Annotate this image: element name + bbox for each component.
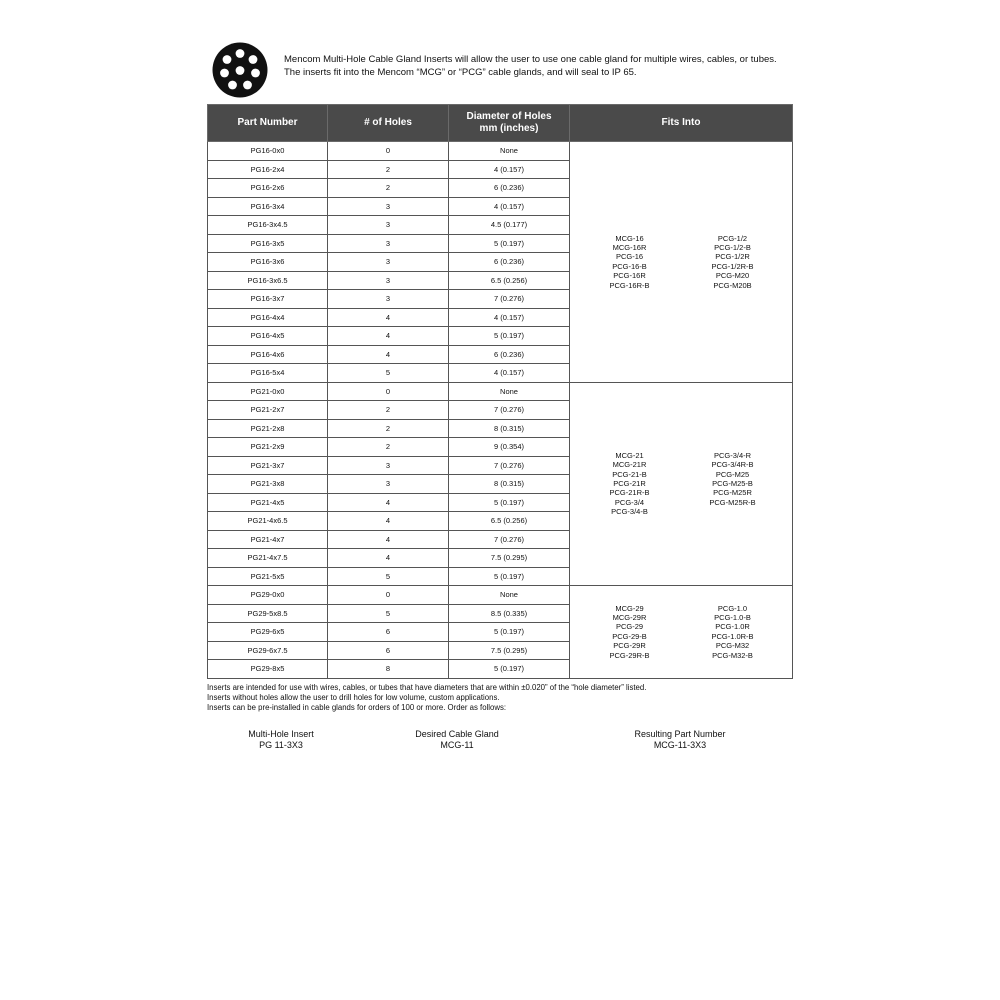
part-number-cell: PG16-3x4 [208, 197, 328, 216]
diameter-cell: 6 (0.236) [449, 253, 570, 272]
fits-item: PCG-M20B [713, 280, 752, 290]
diameter-cell: 7 (0.276) [449, 290, 570, 309]
fits-mcg-column [578, 451, 681, 517]
part-number-cell: PG21-4x7 [208, 530, 328, 549]
num-holes-cell: 4 [328, 549, 449, 568]
fits-item: PCG-M25 [715, 469, 750, 479]
num-holes-cell: 3 [328, 290, 449, 309]
fits-item: PCG-M20 [715, 271, 750, 281]
num-holes-cell: 3 [328, 234, 449, 253]
diameter-cell: 8 (0.315) [449, 419, 570, 438]
example-result [615, 729, 745, 751]
part-number-cell: PG29-6x7.5 [208, 641, 328, 660]
fits-item: PCG-29R [613, 641, 646, 651]
diameter-cell: 8 (0.315) [449, 475, 570, 494]
part-number-cell: PG16-3x5 [208, 234, 328, 253]
intro-text [284, 54, 804, 79]
diameter-cell: 7 (0.276) [449, 530, 570, 549]
num-holes-cell: 3 [328, 271, 449, 290]
part-number-cell: PG21-2x7 [208, 401, 328, 420]
diameter-cell: 7 (0.276) [449, 456, 570, 475]
fits-item: PCG-16-B [612, 261, 647, 271]
diameter-cell: 5 (0.197) [449, 327, 570, 346]
fits-item: PCG-29R-B [609, 650, 650, 660]
example-insert-label: Multi-Hole Insert [248, 729, 314, 739]
fits-mcg-column [578, 234, 681, 290]
example-insert-value: PG 11-3X3 [259, 740, 303, 750]
fits-item: PCG-16R [613, 271, 646, 281]
fits-item: MCG-21R [612, 460, 647, 470]
fits-into-cell [570, 142, 793, 383]
num-holes-cell: 4 [328, 308, 449, 327]
header-diameter-line-1: Diameter of Holes [466, 111, 552, 122]
diameter-cell: 5 (0.197) [449, 493, 570, 512]
diameter-cell: 5 (0.197) [449, 234, 570, 253]
fits-into-cell [570, 382, 793, 586]
num-holes-cell: 4 [328, 493, 449, 512]
num-holes-cell: 4 [328, 327, 449, 346]
fits-item: PCG-1/2R-B [711, 261, 754, 271]
diameter-cell: 6.5 (0.256) [449, 512, 570, 531]
num-holes-cell: 6 [328, 623, 449, 642]
num-holes-cell: 3 [328, 475, 449, 494]
part-number-cell: PG21-3x8 [208, 475, 328, 494]
part-number-cell: PG21-2x8 [208, 419, 328, 438]
diameter-cell: 5 (0.197) [449, 623, 570, 642]
example-result-value: MCG-11-3X3 [653, 740, 707, 750]
fits-item: PCG-1/2R [715, 252, 750, 262]
fits-item: MCG-21 [615, 450, 644, 460]
insert-spec-table [207, 104, 793, 679]
fits-item: PCG-1.0 [717, 603, 748, 613]
fits-pcg-column [681, 234, 784, 290]
part-number-cell: PG16-5x4 [208, 364, 328, 383]
example-insert [226, 729, 336, 751]
diameter-cell: 8.5 (0.335) [449, 604, 570, 623]
diameter-cell: 4 (0.157) [449, 308, 570, 327]
fits-item: PCG-1/2 [717, 233, 748, 243]
diameter-cell: 7.5 (0.295) [449, 641, 570, 660]
multi-hole-insert-icon [212, 42, 268, 98]
num-holes-cell: 5 [328, 604, 449, 623]
num-holes-cell: 6 [328, 641, 449, 660]
fits-item: PCG-1/2-B [714, 242, 751, 252]
fits-item: PCG-16 [615, 252, 644, 262]
num-holes-cell: 0 [328, 382, 449, 401]
diameter-cell: 7.5 (0.295) [449, 549, 570, 568]
diameter-cell: 4 (0.157) [449, 160, 570, 179]
header-diameter-line-2: mm (inches) [479, 123, 539, 134]
diameter-cell: 5 (0.197) [449, 567, 570, 586]
notes [207, 683, 646, 713]
part-number-cell: PG16-4x5 [208, 327, 328, 346]
table-header-row [208, 105, 793, 142]
fits-item: PCG-3/4-R [713, 450, 752, 460]
num-holes-cell: 8 [328, 660, 449, 679]
part-number-cell: PG16-3x6.5 [208, 271, 328, 290]
diameter-cell: 6 (0.236) [449, 345, 570, 364]
num-holes-cell: 3 [328, 456, 449, 475]
num-holes-cell: 2 [328, 438, 449, 457]
fits-item: MCG-29R [612, 612, 647, 622]
table-row [208, 586, 793, 605]
fits-item: MCG-16 [615, 233, 644, 243]
part-number-cell: PG21-2x9 [208, 438, 328, 457]
table-row [208, 142, 793, 161]
diameter-cell: 4.5 (0.177) [449, 216, 570, 235]
example-gland-label: Desired Cable Gland [415, 729, 499, 739]
num-holes-cell: 2 [328, 179, 449, 198]
part-number-cell: PG16-3x6 [208, 253, 328, 272]
diameter-cell: 4 (0.157) [449, 364, 570, 383]
fits-item: PCG-29 [615, 622, 644, 632]
fits-item: PCG-3/4-B [611, 507, 648, 517]
num-holes-cell: 3 [328, 197, 449, 216]
part-number-cell: PG16-3x7 [208, 290, 328, 309]
diameter-cell: None [449, 142, 570, 161]
num-holes-cell: 2 [328, 419, 449, 438]
fits-pcg-column [681, 451, 784, 517]
part-number-cell: PG29-8x5 [208, 660, 328, 679]
part-number-cell: PG16-3x4.5 [208, 216, 328, 235]
fits-item: PCG-M25-B [712, 479, 753, 489]
diameter-cell: 9 (0.354) [449, 438, 570, 457]
part-number-cell: PG21-4x7.5 [208, 549, 328, 568]
fits-item: PCG-21R [613, 479, 646, 489]
fits-item: MCG-16R [612, 242, 647, 252]
num-holes-cell: 4 [328, 530, 449, 549]
header-diameter [449, 105, 570, 142]
fits-item: PCG-1.0R [715, 622, 750, 632]
diameter-cell: 7 (0.276) [449, 401, 570, 420]
table-row [208, 382, 793, 401]
num-holes-cell: 3 [328, 216, 449, 235]
fits-item: PCG-M32 [715, 641, 750, 651]
fits-item: PCG-1.0-B [714, 612, 751, 622]
part-number-cell: PG16-2x6 [208, 179, 328, 198]
intro-line-2: The inserts fit into the Mencom “MCG” or “PCG” cable glands, and will seal to IP 65. [284, 66, 637, 78]
num-holes-cell: 0 [328, 586, 449, 605]
fits-item: PCG-3/4R-B [711, 460, 754, 470]
header-fits-into: Fits Into [570, 105, 793, 142]
example-result-label: Resulting Part Number [634, 729, 726, 739]
fits-item: MCG-29 [615, 603, 644, 613]
fits-item: PCG-M32-B [712, 650, 753, 660]
example-gland-value: MCG-11 [440, 740, 474, 750]
fits-item: PCG-21-B [612, 469, 647, 479]
part-number-cell: PG16-4x4 [208, 308, 328, 327]
num-holes-cell: 0 [328, 142, 449, 161]
fits-item: PCG-M25R-B [709, 497, 756, 507]
fits-item: PCG-21R-B [609, 488, 650, 498]
part-number-cell: PG16-0x0 [208, 142, 328, 161]
num-holes-cell: 5 [328, 364, 449, 383]
num-holes-cell: 4 [328, 512, 449, 531]
num-holes-cell: 3 [328, 253, 449, 272]
num-holes-cell: 2 [328, 401, 449, 420]
fits-item: PCG-29-B [612, 631, 647, 641]
diameter-cell: 6 (0.236) [449, 179, 570, 198]
part-number-cell: PG21-4x6.5 [208, 512, 328, 531]
part-number-cell: PG16-2x4 [208, 160, 328, 179]
fits-mcg-column [578, 604, 681, 660]
header-num-holes: # of Holes [328, 105, 449, 142]
fits-into-cell [570, 586, 793, 679]
example-gland [402, 729, 512, 751]
diameter-cell: 4 (0.157) [449, 197, 570, 216]
part-number-cell: PG29-5x8.5 [208, 604, 328, 623]
fits-item: PCG-1.0R-B [711, 631, 754, 641]
note-no-holes: Inserts without holes allow the user to drill holes for low volume, custom applications. [207, 693, 500, 702]
part-number-cell: PG29-0x0 [208, 586, 328, 605]
diameter-cell: None [449, 382, 570, 401]
fits-item: PCG-16R-B [609, 280, 650, 290]
part-number-cell: PG21-4x5 [208, 493, 328, 512]
diameter-cell: 5 (0.197) [449, 660, 570, 679]
part-number-cell: PG16-4x6 [208, 345, 328, 364]
part-number-cell: PG29-6x5 [208, 623, 328, 642]
note-tolerance: Inserts are intended for use with wires, cables, or tubes that have diameters that are within ±0.020” of the “hole diameter” listed. [207, 683, 647, 692]
fits-pcg-column [681, 604, 784, 660]
num-holes-cell: 4 [328, 345, 449, 364]
num-holes-cell: 5 [328, 567, 449, 586]
diameter-cell: 6.5 (0.256) [449, 271, 570, 290]
num-holes-cell: 2 [328, 160, 449, 179]
fits-item: PCG-M25R [713, 488, 752, 498]
fits-item: PCG-3/4 [614, 497, 645, 507]
header-part-number: Part Number [208, 105, 328, 142]
diameter-cell: None [449, 586, 570, 605]
intro-line-1: Mencom Multi-Hole Cable Gland Inserts will allow the user to use one cable gland for multiple wires, cables, or tubes. [284, 54, 777, 65]
part-number-cell: PG21-5x5 [208, 567, 328, 586]
part-number-cell: PG21-3x7 [208, 456, 328, 475]
note-preinstall: Inserts can be pre-installed in cable glands for orders of 100 or more. Order as follows: [207, 703, 507, 712]
part-number-cell: PG21-0x0 [208, 382, 328, 401]
